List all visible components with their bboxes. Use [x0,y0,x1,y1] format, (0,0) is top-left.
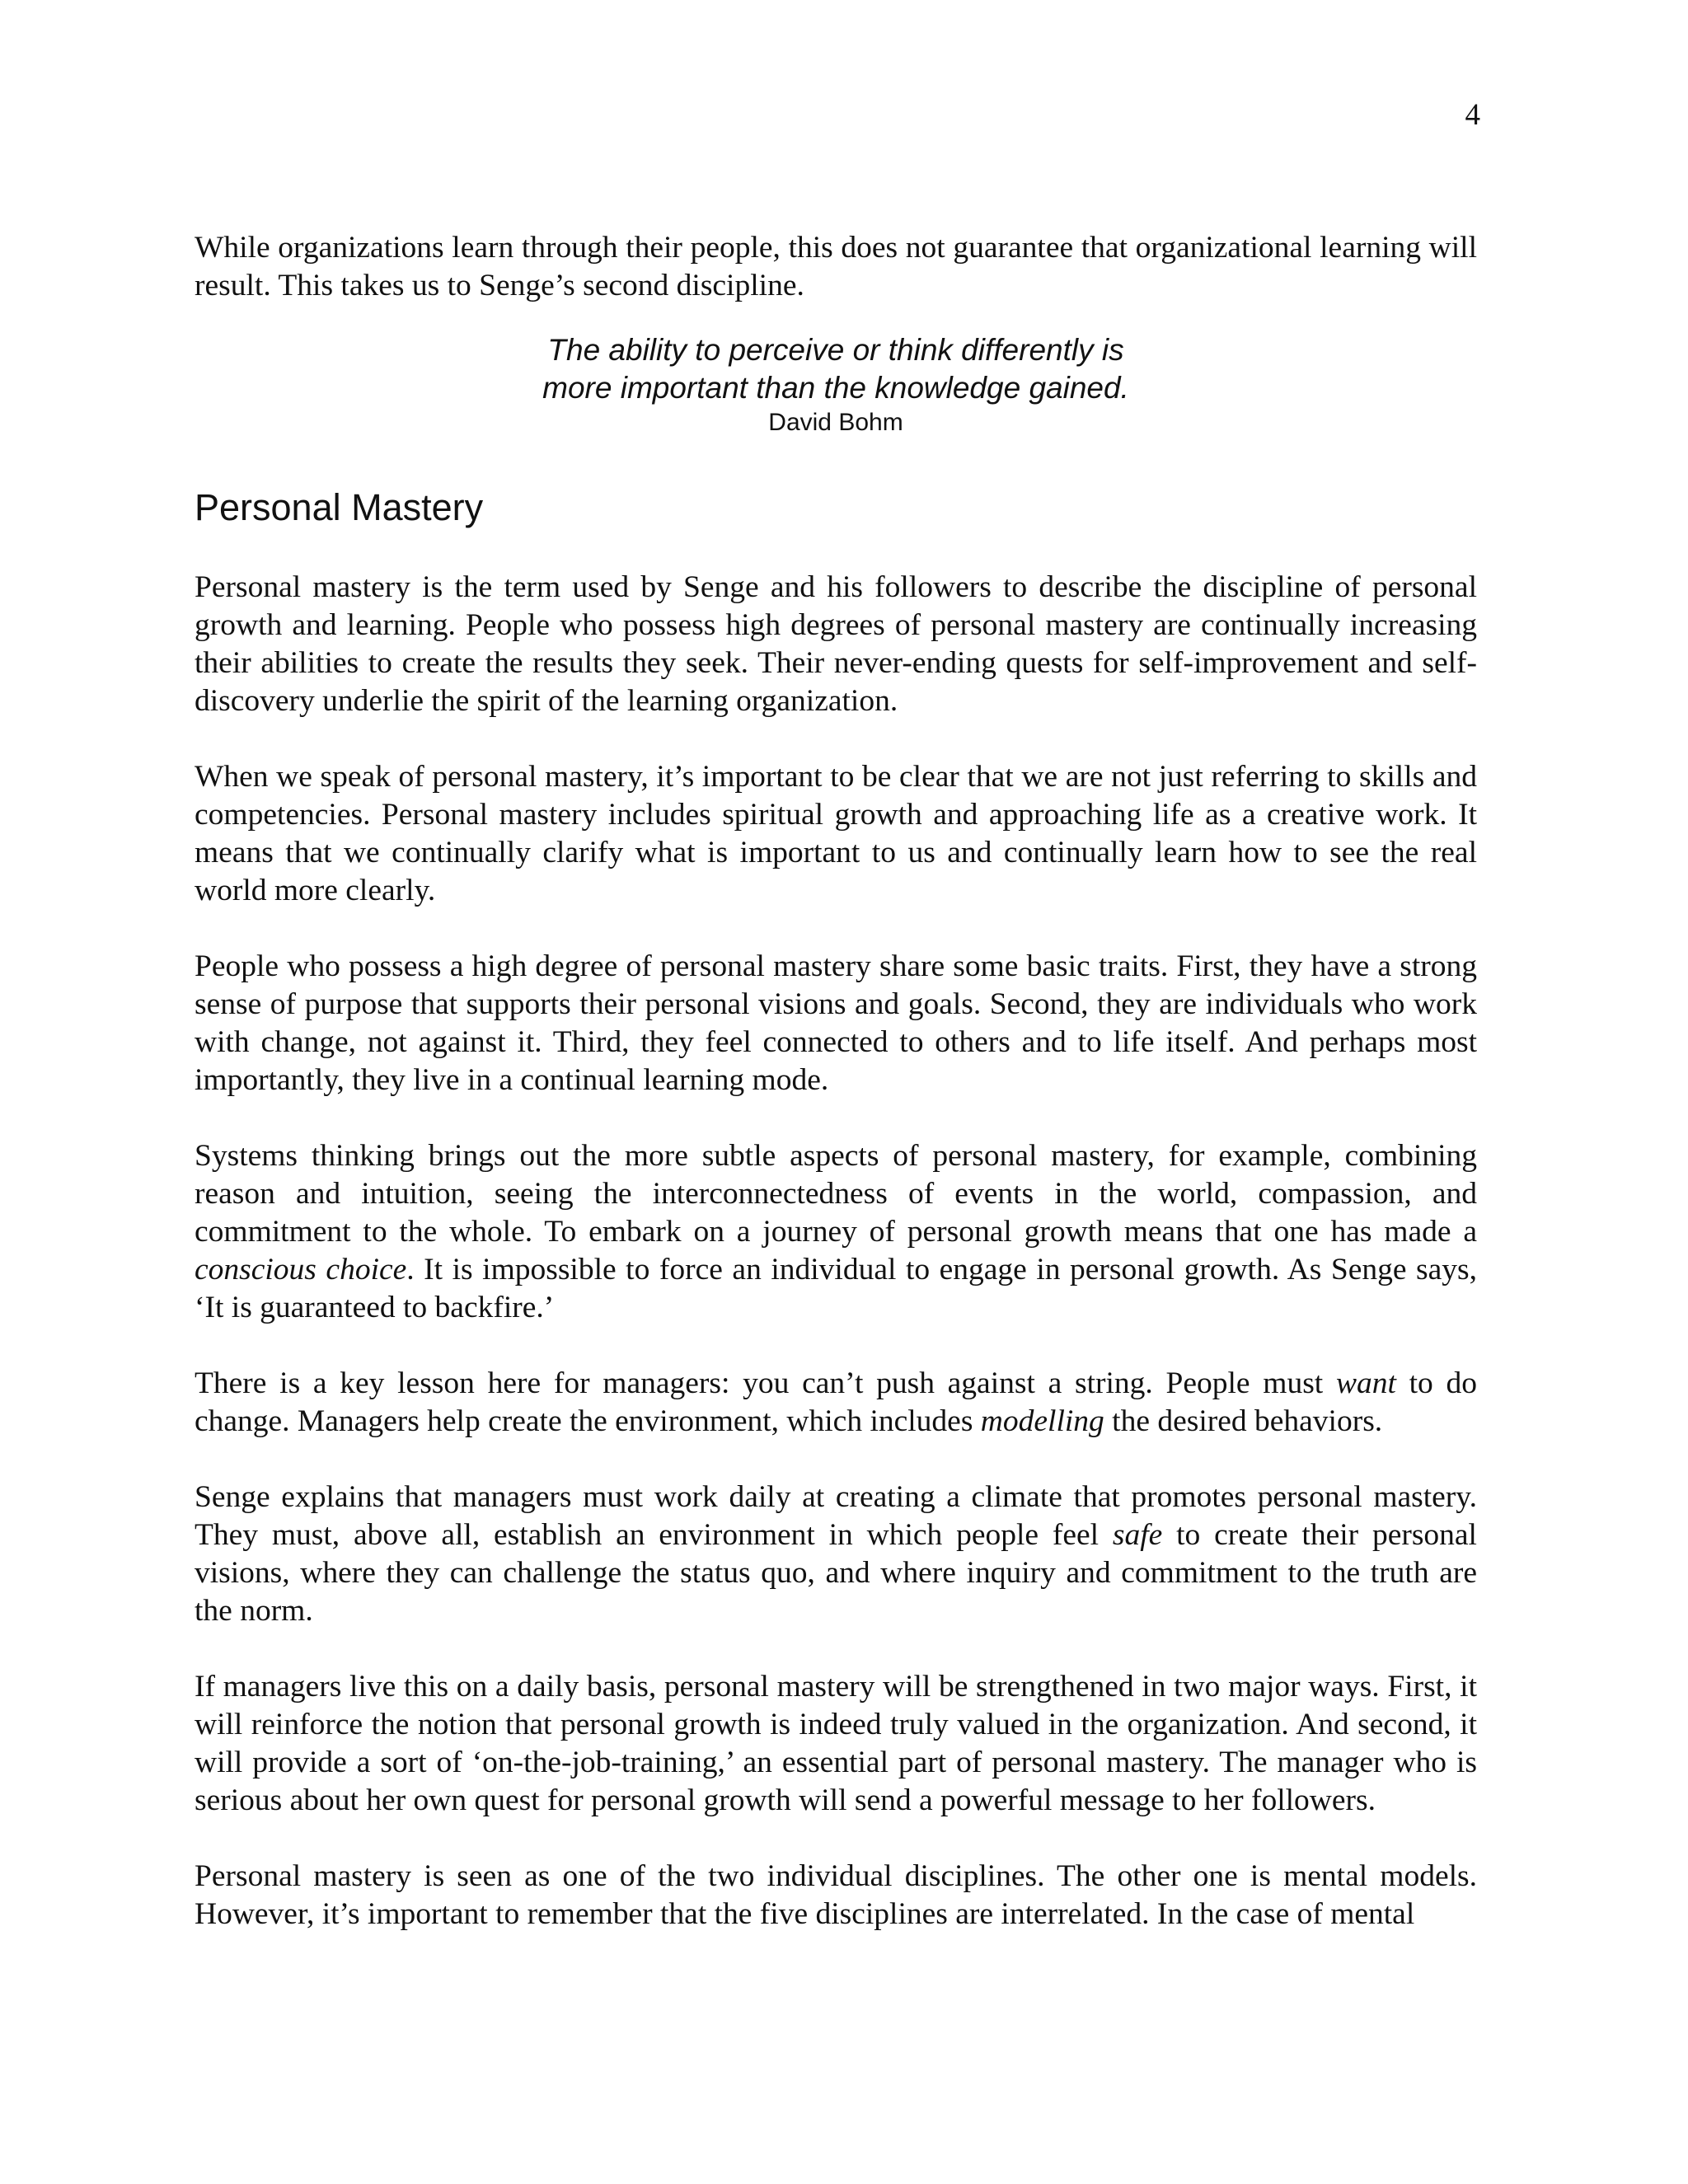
paragraph-5 [195,1365,1477,1441]
paragraph-4-emphasis: conscious choice [195,1253,407,1286]
paragraph-4-text-a: Systems thinking brings out the more subtle aspects of personal mastery, for example, combining reason and intuition, seeing the interconnectedness of events in the world, compassion, and commitment to the whole. To embark on a journey of personal growth means that one has made a [195,1139,1477,1249]
paragraph-6 [195,1479,1477,1630]
paragraph-5-text-a: There is a key lesson here for managers: you can’t push against a string. People must [195,1366,1336,1400]
paragraph-3: People who possess a high degree of personal mastery share some basic traits. First, they have a strong sense of purpose that supports their personal visions and goals. Second, they are individuals who work with change, not against it. Third, they feel connected to others and to life itself. And perhaps most importantly, they live in a continual learning mode. [195,949,1477,1097]
paragraph-6-text-b: to create their personal visions, where they can challenge the status quo, and where inquiry and commitment to the truth are the norm. [195,1518,1477,1628]
paragraph-5-text-b: to do change. Managers help create the environment, which includes [195,1366,1477,1438]
page-number: 4 [1465,98,1480,132]
quote-line-1: The ability to perceive or think differently is [547,333,1124,367]
epigraph-quote [195,331,1477,438]
paragraph-7: If managers live this on a daily basis, personal mastery will be strengthened in two major ways. First, it will reinforce the notion that personal growth is indeed truly valued in the organization. And second, it will provide a sort of ‘on-the-job-training,’ an essential part of personal mastery. The manager who is serious about her own quest for personal growth will send a powerful message to her followers. [195,1670,1477,1817]
paragraph-8: Personal mastery is seen as one of the two individual disciplines. The other one is mental models. However, it’s important to remember that the five disciplines are interrelated. In the case of mental [195,1859,1477,1931]
paragraph-6-emphasis: safe [1112,1518,1163,1552]
paragraph-1: Personal mastery is the term used by Senge and his followers to describe the discipline of personal growth and learning. People who possess high degrees of personal mastery are continually increasing their abilities to create the results they seek. Their never-ending quests for self-improvement and self-discovery underlie the spirit of the learning organization. [195,570,1477,718]
paragraph-4 [195,1137,1477,1327]
paragraph-5-text-c: the desired behaviors. [1104,1404,1383,1438]
section-heading: Personal Mastery [195,486,484,528]
paragraph-5-emphasis-2: modelling [980,1404,1104,1438]
paragraph-2: When we speak of personal mastery, it’s important to be clear that we are not just referring to skills and competencies. Personal mastery includes spiritual growth and approaching life as a creative work. It means that we continually clarify what is important to us and continually learn how to see the real world more clearly. [195,760,1477,907]
quote-author: David Bohm [768,409,903,436]
intro-paragraph: While organizations learn through their people, this does not guarantee that organizational learning will result. This takes us to Senge’s second discipline. [195,231,1477,302]
quote-line-2: more important than the knowledge gained. [542,371,1129,405]
page-content [195,229,1477,1971]
paragraph-4-text-b: . It is impossible to force an individual to engage in personal growth. As Senge says, ‘It is guaranteed to backfire.’ [195,1253,1478,1324]
paragraph-5-emphasis-1: want [1335,1366,1396,1400]
paragraph-6-text-a: Senge explains that managers must work daily at creating a climate that promotes personal mastery. They must, above all, establish an environment in which people feel [195,1480,1477,1552]
